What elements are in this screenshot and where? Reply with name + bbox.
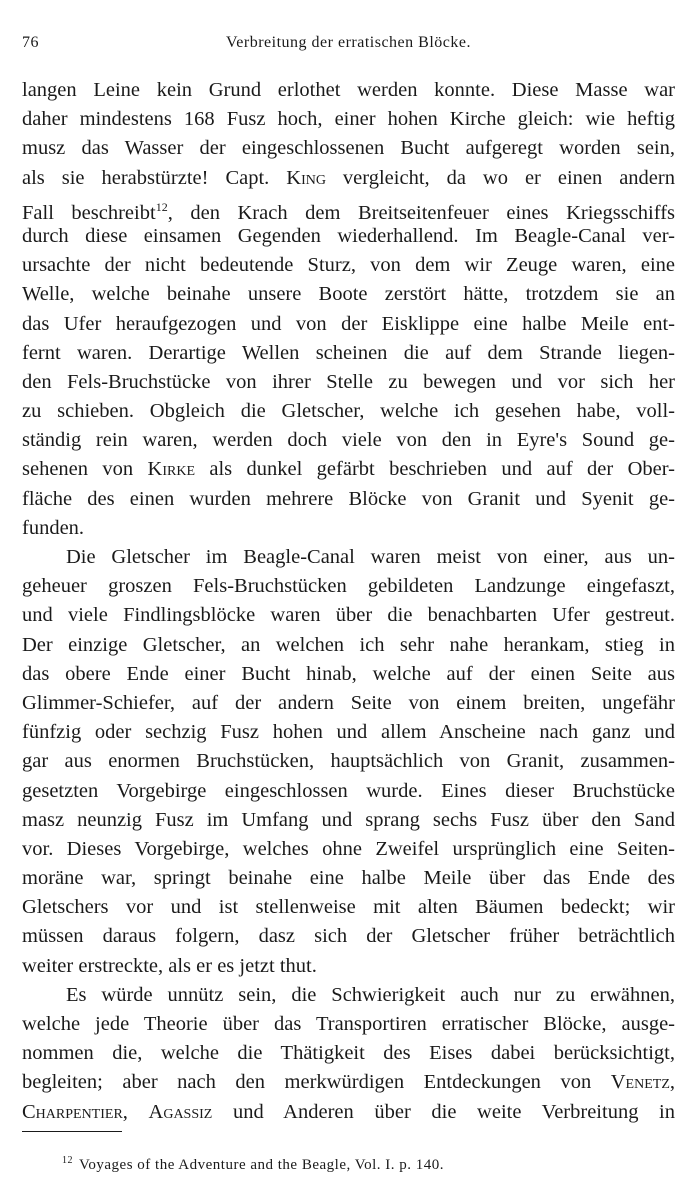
footnote [62,1155,444,1174]
text-line: geheuer groszen Fels-Bruchstücken gebildeten Landzunge eingefaszt, [22,575,675,598]
text-line: Die Gletscher im Beagle-Canal waren meist von einer, aus un- [66,546,675,568]
text-line: müssen daraus folgern, dasz sich der Gletscher früher beträchtlich [22,925,675,948]
person-name: King [286,166,326,189]
text-line: ursachte der nicht bedeutende Sturz, von dem wir Zeuge waren, eine [22,254,675,277]
text-line: fernt waren. Derartige Wellen scheinen die auf dem Strande liegen- [22,341,675,364]
text-line: welche jede Theorie über das Transportiren erratischer Blöcke, ausge- [22,1013,675,1035]
footnote-reference: 12 [155,199,168,214]
text-line: gar aus enormen Bruchstücken, hauptsächlich von Granit, zusammen- [22,750,675,773]
text-line: den Fels-Bruchstücke von ihrer Stelle zu bewegen und vor sich her [22,370,675,393]
text-line: Der einzige Gletscher, an welchen ich sehr nahe herankam, stieg in [22,633,675,656]
text-line: Es würde unnütz sein, die Schwierigkeit auch nur zu erwähnen, [66,983,675,1006]
text-line: Welle, welche beinahe unsere Boote zerstört hätte, trotzdem sie an [22,283,675,306]
footnote-text: Voyages of the Adventure and the Beagle, Vol. I. p. 140. [79,1157,445,1173]
text-line: masz neunzig Fusz im Umfang und sprang sechs Fusz über den Sand [22,808,675,831]
text-line: Gletschers vor und ist stellenweise mit alten Bäumen bedeckt; wir [22,896,675,919]
text-line: Fall beschreibt$^{12}$, den Krach dem Breitseitenfeuer eines Kriegsschiffs [22,199,676,224]
text-line: fläche des einen wurden mehrere Blöcke von Granit und Syenit ge- [22,487,675,510]
text-line: und viele Findlingsblöcke waren über die benachbarten Ufer gestreut. [22,604,675,627]
text-line: fünfzig oder sechzig Fusz hohen und allem Anscheine nach ganz und [22,721,675,744]
text-line: langen Leine kein Grund erlothet werden konnte. Diese Masse war [22,79,675,101]
text-line: vor. Dieses Vorgebirge, welches ohne Zweifel ursprünglich eine Seiten- [22,837,675,860]
footnote-marker: 12 [62,1155,73,1166]
person-name: Venetz [610,1071,670,1094]
text-line: Charpentier, Agassiz und Anderen über die weite Verbreitung in [22,1100,675,1123]
text-line: daher mindestens 168 Fusz hoch, einer hohen Kirche gleich: wie heftig [22,108,675,131]
text-line: Glimmer-Schiefer, auf der andern Seite von einem breiten, ungefähr [22,691,675,714]
body-text [22,76,675,1127]
text-line: musz das Wasser der eingeschlossenen Bucht aufgeregt worden sein, [22,137,675,160]
text-line: das obere Ende einer Bucht hinab, welche auf der einen Seite aus [22,662,675,685]
text-line: moräne war, springt beinahe eine halbe Meile über das Ende des [22,867,675,890]
text-line: das Ufer heraufgezogen und von der Eisklippe eine halbe Meile ent- [22,312,675,335]
text-line: als sie herabstürzte! Capt. King vergleicht, da wo er einen andern [22,166,675,189]
page-number: 76 [22,34,39,51]
text-line: begleiten; aber nach den merkwürdigen Entdeckungen von Venetz, [22,1071,675,1094]
footnote-divider [22,1131,122,1132]
page-header [22,34,675,58]
text-line: zu schieben. Obgleich die Gletscher, welche ich gesehen habe, voll- [22,400,675,423]
text-line: weiter erstreckte, als er es jetzt thut. [22,954,317,977]
person-name: Charpentier [22,1100,123,1123]
text-line: gesetzten Vorgebirge eingeschlossen wurde. Eines dieser Bruchstücke [22,779,675,802]
text-line: nommen die, welche die Thätigkeit des Eises dabei berücksichtigt, [22,1042,675,1065]
text-line: ständig rein waren, werden doch viele von den in Eyre's Sound ge- [22,429,675,452]
person-name: Agassiz [148,1100,213,1123]
text-line: durch diese einsamen Gegenden wiederhallend. Im Beagle-Canal ver- [22,224,675,247]
running-head: Verbreitung der erratischen Blöcke. [226,34,471,51]
text-line: funden. [22,516,85,539]
person-name: Kirke [147,458,195,481]
text-line: sehenen von Kirke als dunkel gefärbt beschrieben und auf der Ober- [22,458,675,481]
